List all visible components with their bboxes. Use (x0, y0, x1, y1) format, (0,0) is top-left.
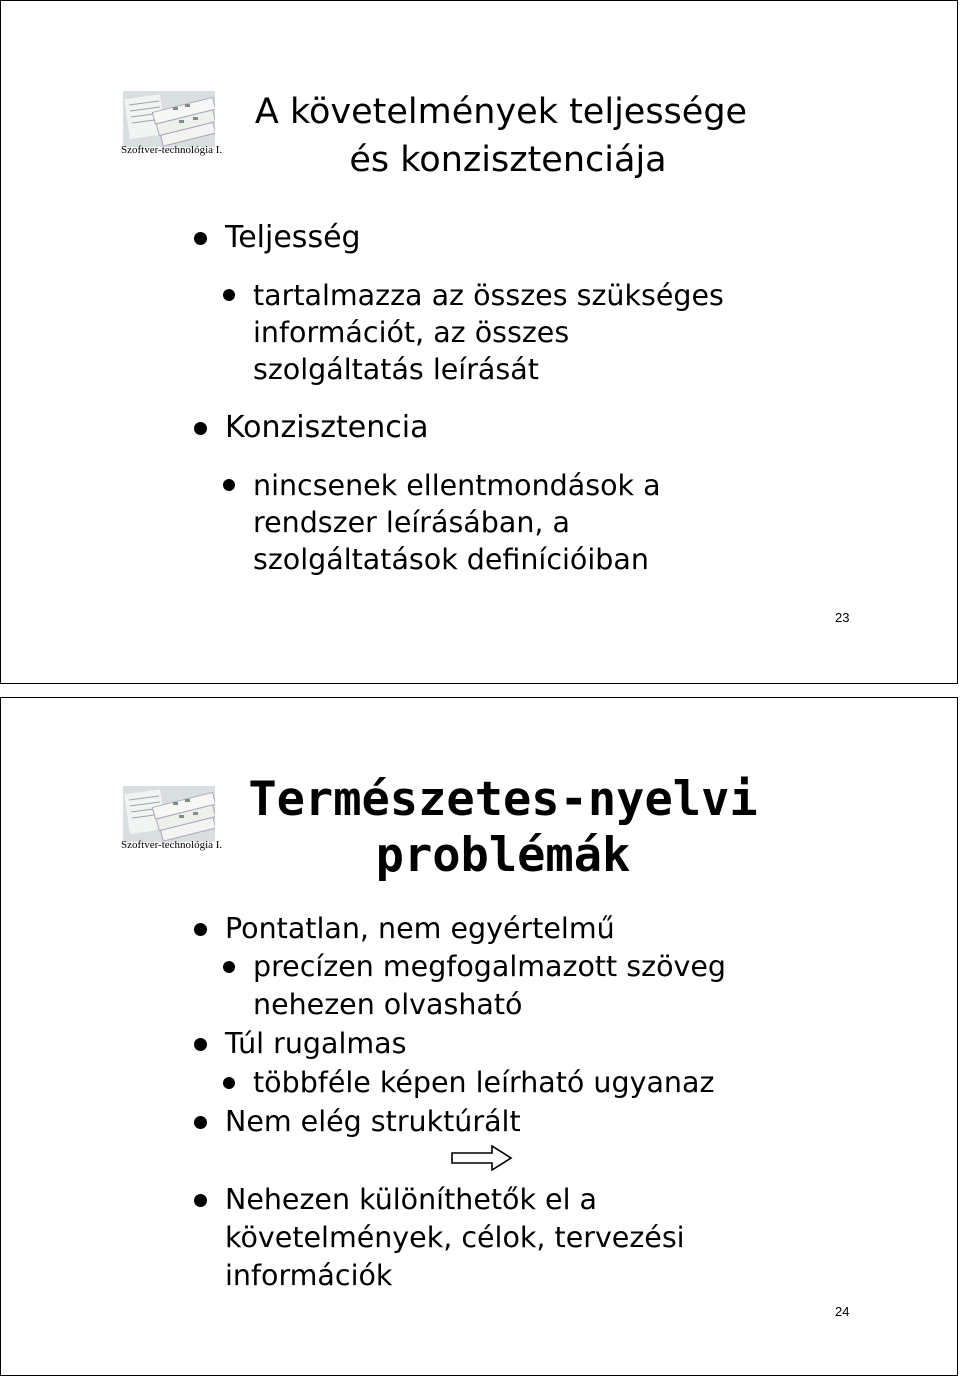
bullet-icon (194, 1194, 207, 1207)
bullet-item (225, 409, 428, 447)
bullet-line: Nem elég struktúrált (225, 1105, 521, 1138)
logo-caption: Szoftver-technológia I. (121, 839, 223, 851)
bullet-item (225, 1181, 685, 1295)
bullet-line: precízen megfogalmazott szöveg (253, 950, 727, 983)
title-line-1: A követelmények teljessége (254, 92, 748, 132)
title-line-1: Természetes-nyelvi (248, 772, 758, 827)
bullet-item (225, 1103, 521, 1141)
bullet-icon (223, 479, 235, 491)
bullet-icon (194, 232, 207, 245)
bullet-icon (194, 1038, 207, 1051)
right-arrow-icon (451, 1145, 513, 1175)
bullet-icon (223, 1077, 235, 1089)
sub-bullet-item (253, 1064, 714, 1102)
page-number: 23 (835, 610, 850, 625)
bullet-line: többféle képen leírható ugyanaz (253, 1066, 715, 1099)
sub-bullet-item (253, 948, 726, 1024)
bullet-icon (194, 923, 207, 936)
bullet-item (225, 219, 361, 257)
bullet-line: nincsenek ellentmondások a (253, 469, 661, 502)
slide-title (223, 772, 783, 884)
bullet-line: információk (225, 1259, 393, 1292)
bullet-line: szolgáltatások definícióiban (253, 543, 649, 576)
bullet-line: tartalmazza az összes szükséges (253, 279, 724, 312)
bullet-line: rendszer leírásában, a (253, 506, 570, 539)
sub-bullet-item (253, 277, 724, 388)
bullet-line: Konzisztencia (225, 410, 429, 445)
logo-image (123, 91, 215, 147)
bullet-icon (194, 422, 207, 435)
bullet-item (225, 910, 615, 948)
bullet-line: követelmények, célok, tervezési (225, 1221, 685, 1254)
bullet-line: szolgáltatás leírását (253, 353, 539, 386)
slide-24 (0, 697, 958, 1376)
bullet-icon (223, 289, 235, 301)
bullet-line: információt, az összes (253, 316, 570, 349)
bullet-icon (223, 961, 235, 973)
sub-bullet-item (253, 467, 661, 578)
bullet-line: Pontatlan, nem egyértelmű (225, 912, 615, 945)
title-line-2: problémák (375, 828, 631, 883)
logo-caption: Szoftver-technológia I. (121, 144, 223, 156)
bullet-item (225, 1025, 406, 1063)
title-line-2: és konzisztenciája (349, 140, 667, 180)
bullet-icon (194, 1116, 207, 1129)
bullet-line: nehezen olvasható (253, 988, 523, 1021)
logo-image (123, 786, 215, 842)
bullet-line: Teljesség (225, 220, 361, 255)
slide-23 (0, 0, 958, 684)
bullet-line: Nehezen különíthetők el a (225, 1183, 598, 1216)
bullet-line: Túl rugalmas (225, 1027, 407, 1060)
page-number: 24 (835, 1304, 850, 1319)
slide-title (221, 88, 781, 184)
